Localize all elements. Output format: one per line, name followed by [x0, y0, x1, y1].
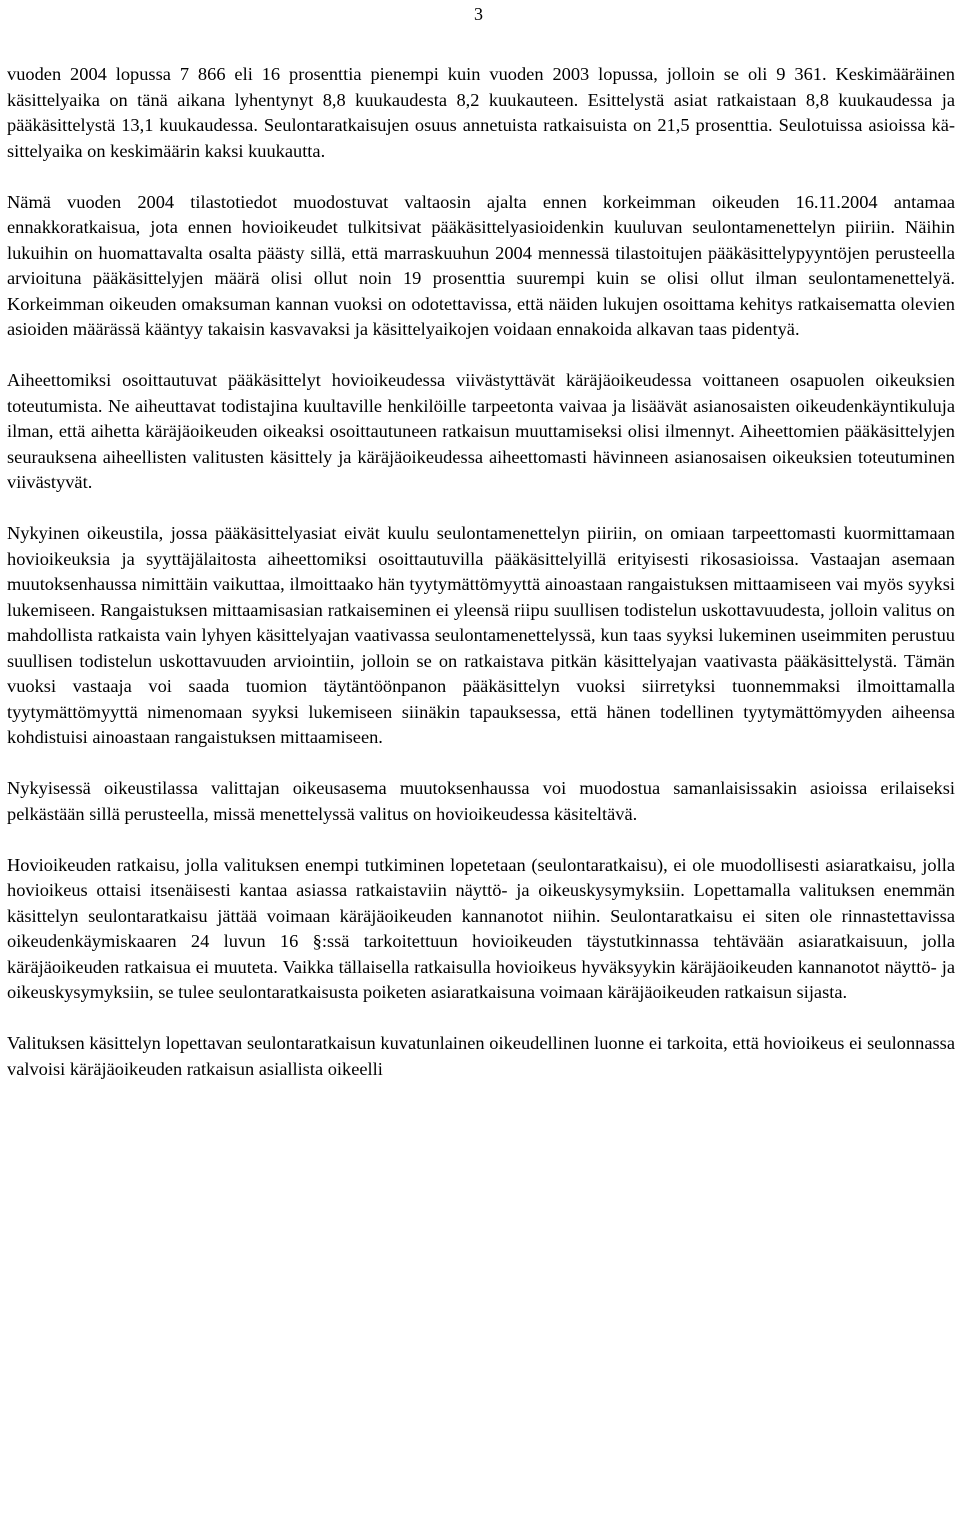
paragraph-current-legal-state: Nykyinen oikeustila, jossa pääkäsittelyasiat eivät kuulu seulontamenettelyn piiriin, on omiaan tarpeettomasti kuormittamaan hovioikeuksia ja syyttäjälaitosta aiheettomiksi osoittautuvilla pääkäsittelyillä erityisesti rikosasioissa. Vastaajan asemaan muutoksenhaussa nimittäin vaikuttaa, ilmoittaako hän tyytymättömyyttä ainoastaan rangaistuksen mittaamiseen vai myös syyksi lukemiseen. Rangaistuksen mittaamisasian ratkaiseminen ei yleensä riipu suullisen todistelun uskottavuudesta, jolloin valitus on mahdollista ratkaista vain lyhyen käsittelyajan vaativassa seulontamenettelyssä, kun taas syyksi lukeminen useimmiten perustuu suullisen todistelun uskottavuuden arviointiin, jolloin se on ratkaistava pitkän käsittelyajan vaativasta pääkäsittelystä. Tämän vuoksi vastaaja voi saada tuomion täytäntöönpanon pääkäsittelyn vuoksi siirretyksi tuonnemmaksi ilmoittamalla tyytymättömyyttä nimenomaan syyksi lukemiseen siinäkin tapauksessa, että hänen todellinen tyytymättömyyden aiheensa kohdistuisi ainoastaan rangaistuksen mittaamiseen.: [7, 523, 955, 747]
page-number: 3: [474, 4, 483, 24]
paragraph-unfounded-hearings: Aiheettomiksi osoittautuvat pääkäsittelyt hovioikeudessa viivästyttävät käräjäoikeudessa voittaneen osapuolen oikeuksien toteutumista. Ne aiheuttavat todistajina kuultaville henkilöille tarpeetonta vaivaa ja lisäävät asianosaisten oikeudenkäyntikuluja ilman, että aihetta käräjäoikeuden oikeaksi osoittautuneen ratkaisun muuttamiseksi olisi ilmennyt. Aiheettomien pääkäsittelyjen seurauksena aiheellisten valitusten käsittely ja käräjäoikeudessa aiheettomasti hävinneen asianosaisen oikeuksien toteutuminen viivästyvät.: [7, 370, 955, 492]
paragraph-screening-nature: Valituksen käsittelyn lopettavan seulontaratkaisun kuvatunlainen oikeudellinen luonne ei tarkoita, että hovioikeus ei seulonnassa valvoisi käräjäoikeuden ratkaisun asiallista oikeelli: [7, 1033, 955, 1079]
paragraph-appellant-position: Nykyisessä oikeustilassa valittajan oikeusasema muutoksenhaussa voi muodostua samanlaisissakin asioissa erilaiseksi pelkästään sillä perusteella, missä menettelyssä valitus on hovioikeudessa käsiteltävä.: [7, 778, 955, 824]
document-body: [7, 62, 955, 1082]
paragraph-court-decision: Hovioikeuden ratkaisu, jolla valituksen enempi tutkiminen lopetetaan (seulontaratkaisu), ei ole muodollisesti asiaratkaisu, jolla hovioikeus ottaisi itsenäisesti kantaa asiassa ratkaistaviin näyttö- ja oikeuskysymyksiin. Lopettamalla valituksen enemmän käsittelyn seulontaratkaisu jättää voimaan käräjäoikeuden kannanotot niihin. Seulontaratkaisu ei siten ole rinnastettavissa oikeudenkäymiskaaren 24 luvun 16 §:ssä tarkoitettuun hovioikeuden täystutkinnassa tehtävään asiaratkaisuun, jolla käräjäoikeuden ratkaisua ei muuteta. Vaikka tällaisella ratkaisulla hovioikeus hyväksyykin käräjäoikeuden kannanotot näyttö- ja oikeuskysymyksiin, se tulee seulontaratkaisusta poiketen asiaratkaisuna voimaan käräjäoikeuden ratkaisun sijasta.: [7, 854, 955, 1002]
paragraph-statistics-2004: Nämä vuoden 2004 tilastotiedot muodostuvat valtaosin ajalta ennen korkeimman oikeuden 16.11.2004 antamaa ennakkoratkaisua, jota ennen hovioikeudet tulkitsivat pääkäsittelyasioidenkin kuuluvan seulontamenettelyn piiriin. Näihin lukuihin on huomattavalta osalta päästy sillä, että marraskuuhun 2004 mennessä tilastoitujen pääkäsittelypyyntöjen perusteella arvioituna pääkäsittelyjen määrä olisi ollut noin 19 prosenttia suurempi kuin se olisi ollut ilman seulontamenettelyä. Korkeimman oikeuden omaksuman kannan vuoksi on odotettavissa, että näiden lukujen osoittama kehitys ratkaisematta olevien asioiden määrässä kääntyy takaisin kasvavaksi ja käsittelyaikojen voidaan ennakoida alkavan taas pidentyä.: [7, 191, 955, 339]
paragraph-processing-times: vuoden 2004 lopussa 7 866 eli 16 prosenttia pienempi kuin vuoden 2003 lopussa, jolloin se oli 9 361. Keskimääräinen käsittelyaika on tänä aikana lyhentynyt 8,8 kuukaudesta 8,2 kuukauteen. Esittelystä asiat ratkaistaan 8,8 kuukaudessa ja pääkäsittelystä 13,1 kuukaudessa. Seulontaratkaisujen osuus annetuista ratkaisuista on 21,5 prosenttia. Seulotuissa asioissa käsittelyaika on keskimäärin kaksi kuukautta.: [7, 64, 955, 161]
